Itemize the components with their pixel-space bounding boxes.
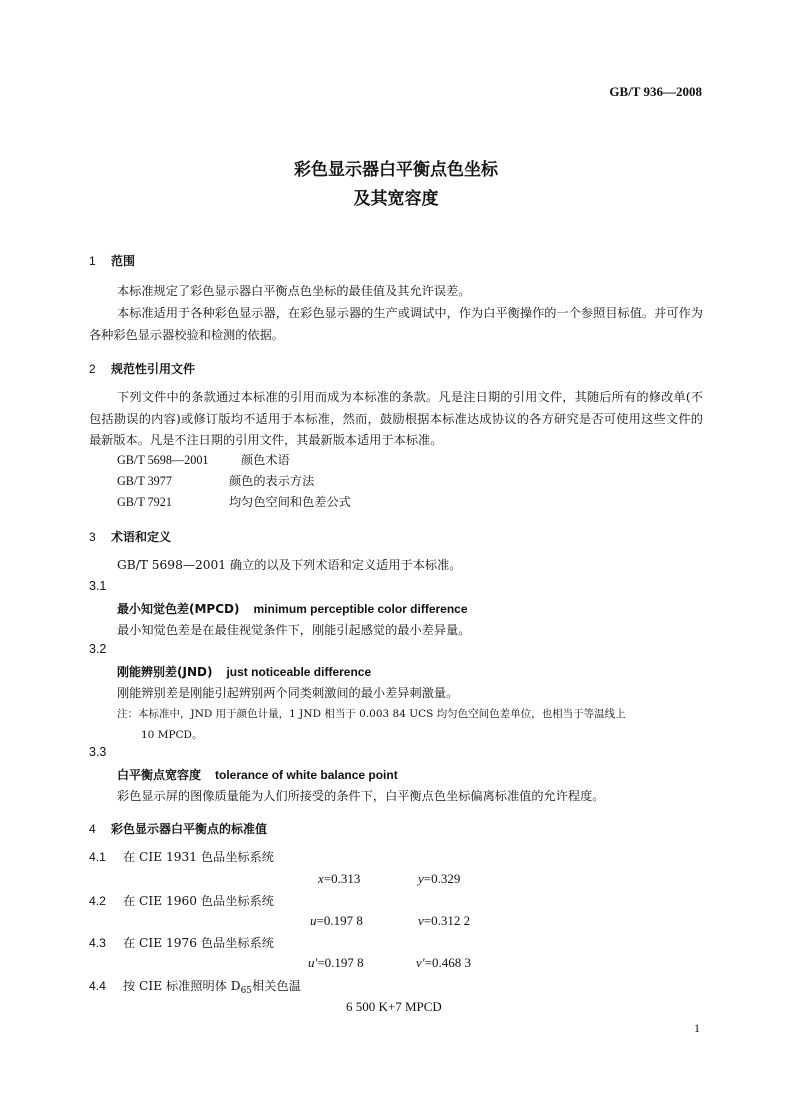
term-english: minimum perceptible color difference bbox=[253, 602, 468, 616]
reference-title: 颜色的表示方法 bbox=[229, 474, 315, 488]
variable: v bbox=[418, 913, 424, 928]
section-title: 彩色显示器白平衡点的标准值 bbox=[111, 822, 268, 836]
term-definition: 彩色显示屏的图像质量能为人们所接受的条件下，白平衡点色坐标偏离标准值的允许程度。 bbox=[117, 789, 605, 803]
term-heading bbox=[117, 766, 398, 783]
variable: u′ bbox=[308, 955, 318, 970]
reference-title: 均匀色空间和色差公式 bbox=[229, 495, 351, 509]
clause-number: 3.3 bbox=[89, 745, 107, 759]
section-3-heading bbox=[89, 528, 171, 545]
document-title-line1: 彩色显示器白平衡点色坐标 bbox=[294, 160, 498, 180]
color-temperature-value: 6 500 K+7 MPCD bbox=[346, 999, 442, 1014]
standard-code: GB/T 936—2008 bbox=[609, 84, 702, 99]
clause-number: 3.2 bbox=[89, 642, 107, 656]
normative-reference bbox=[117, 451, 290, 468]
clause-number: 4.2 bbox=[89, 894, 106, 908]
section-title: 规范性引用文件 bbox=[111, 362, 196, 376]
section-number: 2 bbox=[89, 362, 96, 376]
reference-code: GB/T 7921 bbox=[117, 495, 172, 509]
clause-4-3 bbox=[89, 934, 274, 951]
section-2-para-1: 下列文件中的条款通过本标准的引用而成为本标准的条款。凡是注日期的引用文件，其随后所有的修改单(不包括勘误的内容)或修订版均不适用于本标准，然而，鼓励根据本标准达成协议的各方研究是否可使用这些文件的最新版本。凡是不注日期的引用文件，其最新版本适用于本标准。 bbox=[89, 390, 703, 447]
value: =0.312 2 bbox=[423, 913, 471, 928]
subscript: 65 bbox=[240, 986, 253, 996]
term-chinese: 刚能辨别差(JND) bbox=[117, 665, 213, 679]
clause-number: 3.1 bbox=[89, 579, 107, 593]
clause-text: 按 CIE 标准照明体 D bbox=[123, 979, 241, 993]
note-line-2: 10 MPCD。 bbox=[141, 729, 203, 741]
coordinate-value bbox=[418, 913, 470, 929]
clause-4-1 bbox=[89, 848, 274, 865]
term-heading bbox=[117, 600, 468, 617]
value: =0.313 bbox=[323, 871, 361, 886]
term-definition: 刚能辨别差是刚能引起辨别两个同类刺激间的最小差异刺激量。 bbox=[117, 686, 459, 700]
term-chinese: 最小知觉色差(MPCD) bbox=[117, 602, 240, 616]
section-1-heading bbox=[89, 252, 135, 269]
variable: u bbox=[310, 913, 317, 928]
term-english: tolerance of white balance point bbox=[215, 768, 398, 782]
coordinate-value bbox=[318, 871, 360, 887]
clause-text: 在 CIE 1931 色品坐标系统 bbox=[123, 850, 274, 864]
value: =0.197 8 bbox=[316, 913, 363, 928]
term-definition: 最小知觉色差是在最佳视觉条件下，刚能引起感觉的最小差异量。 bbox=[117, 623, 471, 637]
note bbox=[117, 704, 703, 746]
value: =0.197 8 bbox=[317, 955, 364, 970]
normative-reference bbox=[117, 493, 351, 510]
coordinate-value bbox=[416, 955, 471, 971]
clause-text-suffix: 相关色温 bbox=[252, 979, 301, 993]
variable: y bbox=[418, 871, 424, 886]
term-heading bbox=[117, 663, 371, 680]
section-title: 术语和定义 bbox=[111, 530, 172, 544]
section-1-para-2: 本标准适用于各种彩色显示器，在彩色显示器的生产或调试中，作为白平衡操作的一个参照目标值。并可作为各种彩色显示器校验和检测的依据。 bbox=[89, 306, 703, 342]
clause-number: 4.4 bbox=[89, 979, 106, 993]
reference-code: GB/T 3977 bbox=[117, 474, 172, 488]
value: =0.329 bbox=[423, 871, 461, 886]
value: =0.468 3 bbox=[424, 955, 471, 970]
clause-4-2 bbox=[89, 892, 274, 909]
page-number: 1 bbox=[694, 1021, 700, 1035]
coordinate-value bbox=[310, 913, 363, 929]
clause-number: 4.3 bbox=[89, 936, 106, 950]
section-number: 1 bbox=[89, 254, 96, 268]
section-3-intro: GB/T 5698—2001 确立的以及下列术语和定义适用于本标准。 bbox=[117, 558, 462, 572]
section-1-para-1: 本标准规定了彩色显示器白平衡点色坐标的最佳值及其允许误差。 bbox=[117, 284, 471, 298]
reference-code: GB/T 5698—2001 bbox=[117, 453, 209, 467]
section-title: 范围 bbox=[111, 254, 136, 268]
document-title-line2: 及其宽容度 bbox=[353, 189, 439, 209]
section-4-heading bbox=[89, 820, 267, 837]
term-english: just noticeable difference bbox=[226, 665, 372, 679]
reference-title: 颜色术语 bbox=[241, 453, 290, 467]
coordinate-value bbox=[418, 871, 460, 887]
variable: v′ bbox=[416, 955, 425, 970]
term-chinese: 白平衡点宽容度 bbox=[117, 768, 202, 782]
variable: x bbox=[318, 871, 324, 886]
section-2-heading bbox=[89, 360, 195, 377]
normative-reference bbox=[117, 472, 314, 489]
clause-number: 4.1 bbox=[89, 850, 106, 864]
note-line-1: 注：本标准中，JND 用于颜色计量，1 JND 相当于 0.003 84 UCS 均匀色空间色差单位，也相当于等温线上 bbox=[117, 708, 626, 720]
clause-4-4 bbox=[89, 977, 301, 996]
clause-text: 在 CIE 1960 色品坐标系统 bbox=[123, 894, 274, 908]
section-number: 3 bbox=[89, 530, 96, 544]
coordinate-value bbox=[308, 955, 364, 971]
clause-text: 在 CIE 1976 色品坐标系统 bbox=[123, 936, 274, 950]
section-number: 4 bbox=[89, 822, 96, 836]
